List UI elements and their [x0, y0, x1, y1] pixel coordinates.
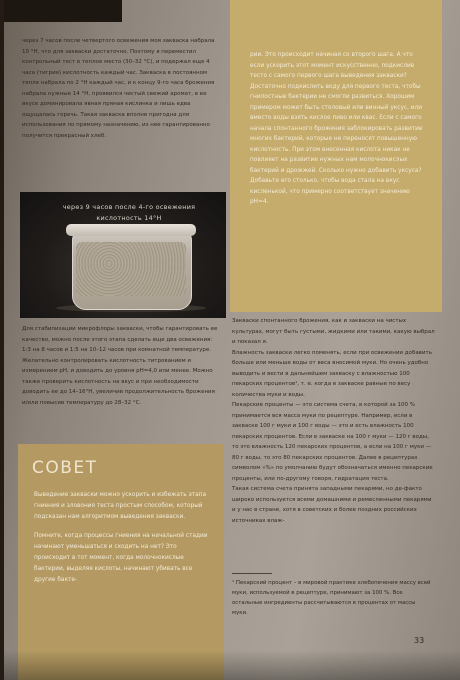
jar-dough [76, 242, 186, 296]
jar-lid [66, 224, 196, 236]
left-paragraph-top: через 7 часов после четвертого освежения моя закваска набрала 10 °Н, что для закваски достаточно. Поэтому я переместил контрольный тест в теплое место (30–32 °С), и подержал еще 4 часа (тигрия) кислотность каждый час. Закваска в постоянном тепле набрала по 2 °Н каждый час, и к концу 9-го часа брожения набрала нужные 14 °Н, проявился чистый свежий аромат, в ее вкусе доминировала явная пряная кислинка и лишь едва ощущалась горечь. Такая закваска вполне пригодна для использования по прямому назначению, из нее гарантированно получится прекрасный хлеб. [22, 38, 215, 139]
previous-page-edge [4, 0, 122, 22]
tip-paragraph-1: Выведение закваски можно ускорить и избежать этапа гниения и зловония теста простым способом, который подсказан нам алгоритмом выведения закваски. [34, 492, 207, 520]
right-paragraph-4: Такая система счета принята западными пекарями, но де-факто широко используется всеми домашними и ремесленными пекарями и у нас в стране, хотя в советских и более поздних российских источниках влаж- [232, 486, 432, 524]
footnote-divider [232, 573, 272, 574]
tip-paragraph-2: Помните, когда процессы гниения на начальной стадии начинают уменьшаться и сходить на нет? Это происходит в тот момент, когда молочнокислые бактерии, выделяя кислоты, начинают убивать все другие бакте- [34, 533, 208, 583]
right-paragraph-1: Закваски спонтанного брожения, как и закваски на чистых культурах, могут быть густыми, жидкими или такими, какую выбрал и показал я. [232, 318, 435, 345]
left-column-text [22, 36, 222, 141]
tip-box [18, 444, 224, 680]
book-page [4, 0, 460, 680]
right-column-text [232, 316, 436, 526]
left-paragraph-stabilization: Для стабилизации микрофлоры закваски, чтобы гарантировать ее качество, можно после этого этапа сделать еще два освежения: 1:3 на 8 часов и 1:5 на 10–12 часов при комнатной температуре. Желательно контролировать кислотность титрованием и измерением рН, и доводить до уровня рН=4,0 или менее. Можно также проверить кислотность на вкус и при необходимости доводить ее до 14–16°Н, увеличив продолжительность брожения и/или повысив температуру до 28–32 °С. [22, 326, 218, 406]
left-column-text-2 [22, 324, 222, 408]
tip-continuation-box [230, 0, 442, 312]
tip-continuation-text: рии. Это происходит начиная со второго шага. А что если ускорить этот момент искусственно, подкислив тесто с самого первого шага выведения закваски? Достаточно подкислить воду для первого теста, чтобы гнилостные бактерии не смогли развиться. Хорошим примером может быть столовый или винный уксус, или вместо воды взять кислое пиво или квас. Если с самого начала спонтанного брожения заблокировать развитие многих бактерий, которые не переносят повышенную кислотность. При этом внесенная кислота никак не повлияет на развитие нужных нам молочнокислых бактерий и дрожжей. Сколько нужно добавить уксуса? Добавьте его столько, чтобы вода стала на вкус кисленькой, что примерно соответствует значению рН=4. [250, 52, 423, 205]
footnote: ¹ Пекарский процент – в мировой практике хлебопечения массу всей муки, используемой в рецептуре, принимают за 100 %. Все остальные ингредиенты рассчитываются в процентах от массы муки. [232, 580, 431, 616]
photo-caption: через 9 часов после 4-го освежения кислотность 14°Н [62, 203, 196, 222]
sourdough-jar-photo [20, 192, 226, 318]
right-paragraph-3: Пекарские проценты — это система счета, в которой за 100 % принимается вся масса муки по рецептуре. Например, если в закваске 100 г муки и 100 г воды — это и есть влажность 100 пекарских процентов. Если в закваске на 100 г муки — 120 г воды, то это влажность 120 пекарских процентов, а если на 100 г муки — 80 г воды, то это 80 пекарских процентов. Далее в рецептурах символом «%» по умолчанию будут обозначаться именно пекарские проценты, или по-другому говоря, гидратация теста. [232, 402, 433, 482]
page-shadow [4, 650, 460, 680]
right-paragraph-2: Влажность закваски легко поменять, если при освежении добавить больше или меньше воды от веса вносимой муки. Но очень удобно выводить и вести в дальнейшем закваску с влажностью 100 пекарских процентов¹, т. е. когда в закваске равные по весу количества муки и воды. [232, 349, 432, 398]
page-number: 33 [414, 636, 425, 645]
tip-text [34, 490, 212, 594]
tip-title: СОВЕТ [32, 458, 98, 478]
